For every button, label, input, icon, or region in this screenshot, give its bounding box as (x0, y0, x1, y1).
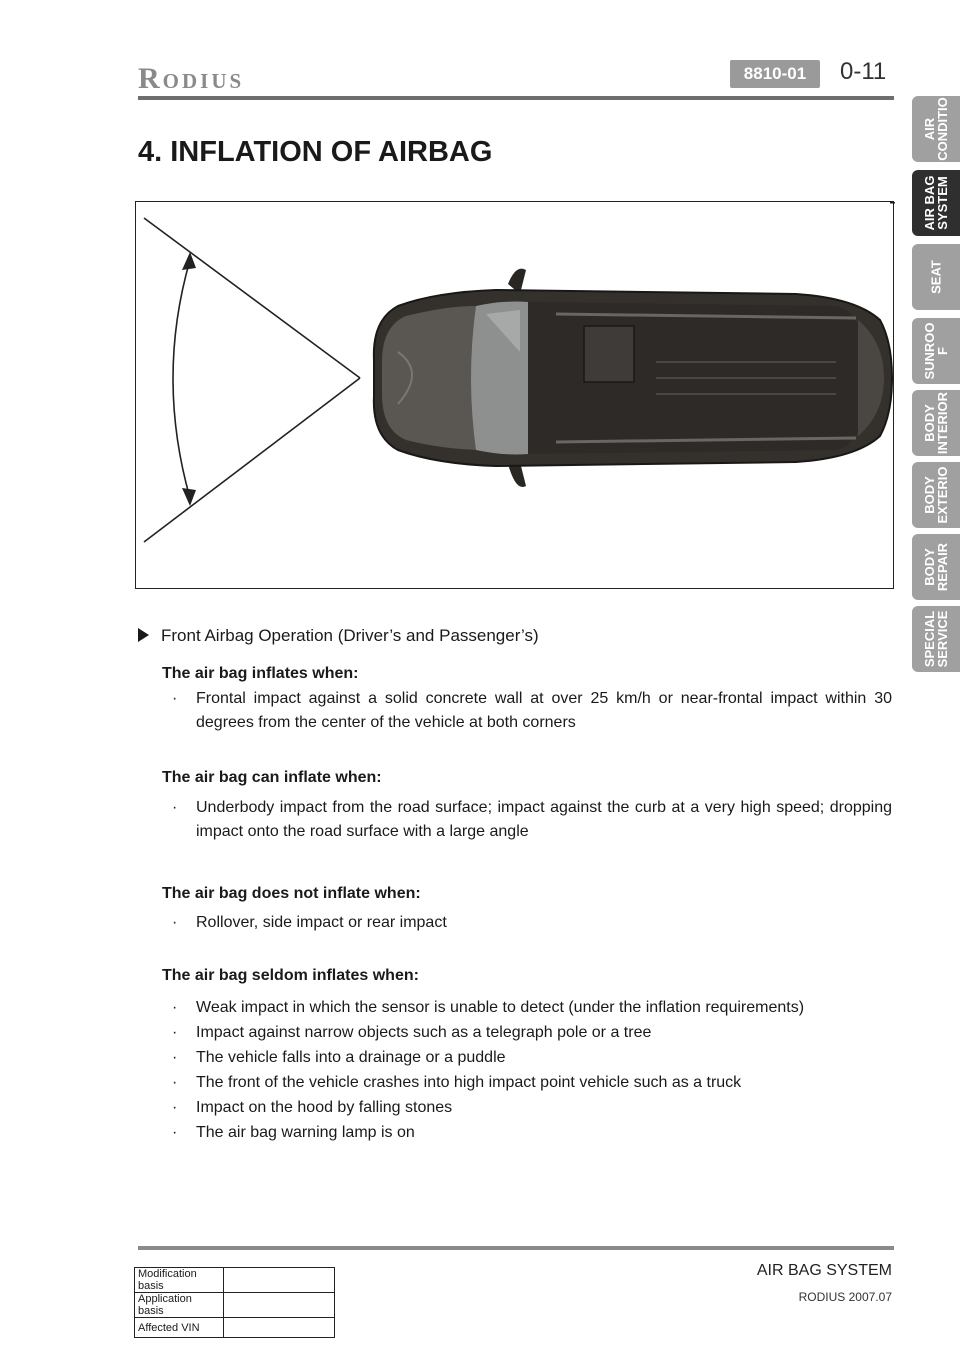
tab-label: SUNROO F (922, 322, 950, 380)
list-item (172, 1071, 892, 1095)
bullet-dot: · (172, 914, 178, 931)
group-heading: The air bag inflates when: (162, 665, 359, 682)
list-item-text: The vehicle falls into a drainage or a puddle (196, 1049, 506, 1066)
page-number: 0-11 (840, 58, 887, 85)
tab-label: SPECIAL SERVICE (922, 610, 950, 668)
brand-logo: Rodius (138, 62, 245, 95)
bullet-dot: · (172, 1099, 178, 1116)
tab-label: AIR CONDITIO (922, 97, 950, 161)
list-item (172, 911, 892, 935)
section-heading-text: Front Airbag Operation (Driver’s and Passenger’s) (161, 626, 539, 645)
tab-seat[interactable] (912, 244, 960, 310)
list-item-text: The air bag warning lamp is on (196, 1124, 415, 1141)
header-rule (138, 96, 894, 100)
airbag-inflation-figure (135, 201, 894, 589)
tab-special-service[interactable] (912, 606, 960, 672)
list-item (172, 687, 892, 735)
tab-label: AIR BAG SYSTEM (922, 175, 950, 231)
list-item-text: Rollover, side impact or rear impact (196, 914, 447, 931)
tab-air-conditioning[interactable] (912, 96, 960, 162)
bullet-dot: · (172, 799, 178, 816)
bullet-dot: · (172, 1124, 178, 1141)
table-cell-value (224, 1268, 335, 1293)
list-item-text: Frontal impact against a solid concrete wall at over 25 km/h or near-frontal impact within 30 degrees from the center of the vehicle at both corners (196, 690, 892, 731)
modification-table (134, 1267, 335, 1338)
car-top-view-illustration (136, 202, 895, 590)
table-row (135, 1318, 335, 1338)
list-item-text: Impact on the hood by falling stones (196, 1099, 453, 1116)
section-heading (138, 626, 539, 646)
tab-label: BODY INTERIOR (922, 391, 950, 455)
tab-label: BODY REPAIR (922, 542, 950, 592)
list-item-text: Impact against narrow objects such as a telegraph pole or a tree (196, 1024, 652, 1041)
list-item-text: Underbody impact from the road surface; impact against the curb at a very high speed; dropping impact onto the road surface with a large angle (196, 799, 892, 840)
table-row (135, 1268, 335, 1293)
list-item (172, 1121, 892, 1145)
list-item (172, 796, 892, 844)
table-cell-label: Application basis (135, 1293, 224, 1318)
list-item-text: The front of the vehicle crashes into high impact point vehicle such as a truck (196, 1074, 742, 1091)
car-illustration (374, 269, 892, 487)
tab-body-interior[interactable] (912, 390, 960, 456)
footer-section-title: AIR BAG SYSTEM (756, 1262, 892, 1279)
triangle-bullet-icon (138, 628, 149, 642)
table-cell-value (224, 1318, 335, 1338)
section-code-badge: 8810-01 (730, 60, 820, 88)
group-heading: The air bag can inflate when: (162, 769, 382, 786)
group-heading: The air bag does not inflate when: (162, 885, 421, 902)
list-item-text: Weak impact in which the sensor is unable to detect (under the inflation requirements) (196, 999, 805, 1016)
bullet-dot: · (172, 1024, 178, 1041)
page-title: 4. INFLATION OF AIRBAG (138, 136, 493, 168)
list-item (172, 1046, 892, 1070)
bullet-dot: · (172, 690, 178, 707)
tab-air-bag-system[interactable] (912, 170, 960, 236)
bullet-dot: · (172, 999, 178, 1016)
tab-label: BODY EXTERIO (922, 466, 950, 524)
angle-line-upper (144, 218, 360, 378)
table-row (135, 1293, 335, 1318)
list-item (172, 1021, 892, 1045)
table-cell-label: Modification basis (135, 1268, 224, 1293)
list-item (172, 1096, 892, 1120)
table-cell-value (224, 1293, 335, 1318)
footer-version: RODIUS 2007.07 (798, 1290, 892, 1304)
tab-body-repair[interactable] (912, 534, 960, 600)
list-item (172, 996, 892, 1020)
tab-label: SEAT (928, 260, 944, 294)
angle-arc (173, 260, 190, 498)
tab-sunroof[interactable] (912, 318, 960, 384)
bullet-dot: · (172, 1049, 178, 1066)
footer-rule (138, 1246, 894, 1250)
tab-body-exterior[interactable] (912, 462, 960, 528)
bullet-dot: · (172, 1074, 178, 1091)
table-cell-label: Affected VIN (135, 1318, 224, 1338)
angle-line-lower (144, 378, 360, 542)
group-heading: The air bag seldom inflates when: (162, 967, 419, 984)
